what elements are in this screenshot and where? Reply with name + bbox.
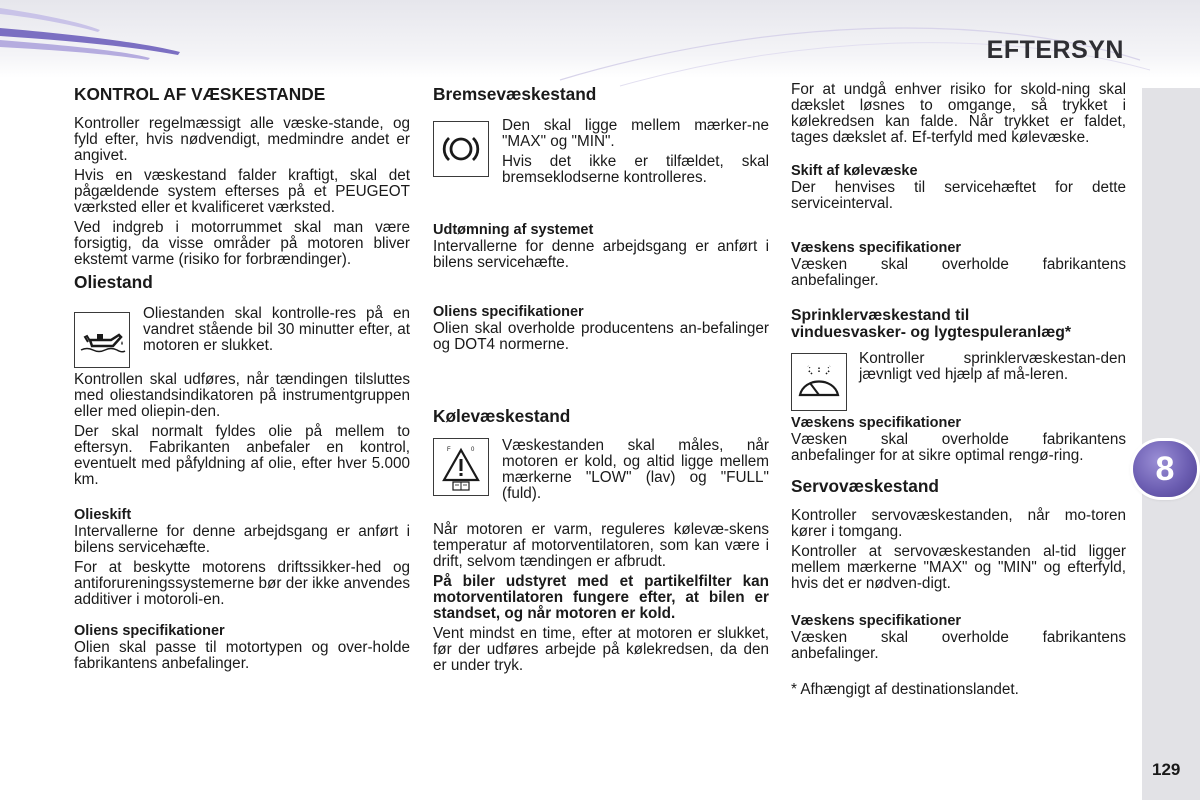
column-3: [791, 82, 1126, 702]
brake-paragraph: Hvis det ikke er tilfældet, skal bremseklodserne kontrolleres.: [502, 153, 769, 186]
coolant-change-heading: Skift af kølevæske: [791, 163, 918, 179]
intro-paragraph: Kontroller regelmæssigt alle væske-stande, og fyld efter, hvis nødvendigt, medmindre andet er angivet.: [74, 115, 410, 164]
coolant-spec-paragraph: Væsken skal overholde fabrikantens anbefalinger.: [791, 256, 1126, 289]
oil-can-icon: [74, 312, 130, 368]
drain-paragraph: Intervallerne for denne arbejdsgang er anført i bilens servicehæfte.: [433, 238, 769, 271]
oil-level-icon-row: [74, 306, 410, 368]
intro-paragraph: Ved indgreb i motorrummet skal man være forsigtig, da visse områder på motoren bliver ekstemt varme (risiko for forbrændinger).: [74, 219, 410, 268]
washer-spec-heading: Væskens specifikationer: [791, 415, 962, 431]
drain-heading: Udtømning af systemet: [433, 222, 594, 238]
servo-spec-heading: Væskens specifikationer: [791, 613, 962, 629]
svg-text:F: F: [447, 447, 451, 453]
brake-spec-heading: Oliens specifikationer: [433, 304, 584, 320]
coolant-warning-icon: [433, 438, 489, 496]
page-heading: KONTROL AF VÆSKESTANDE: [74, 84, 326, 104]
coolant-spec-heading: Væskens specifikationer: [791, 240, 962, 256]
oil-level-paragraph: Kontrollen skal udføres, når tændingen tilsluttes med oliestandsindikatoren på instrumentgruppen eller med oliepin-den.: [74, 371, 410, 420]
washer-icon-row: [791, 351, 1126, 411]
brake-spec-paragraph: Olien skal overholde producentens an-befalinger og DOT4 normerne.: [433, 320, 769, 353]
oil-level-icon-text: Oliestanden skal kontrolle-res på en vandret stående bil 30 minutter efter, at motoren er slukket.: [143, 305, 410, 354]
coolant-cap-paragraph: For at undgå enhver risiko for skold-ning skal dækslet løsnes to omgange, så trykket i kølekredsen kan falde. Når trykket er faldet, tages dækslet af. Ef-terfyld med kølevæske.: [791, 81, 1126, 146]
column-1: [74, 82, 410, 676]
oil-change-paragraph: Intervallerne for denne arbejdsgang er anført i bilens servicehæfte.: [74, 523, 410, 556]
brake-paragraph: Den skal ligge mellem mærker-ne "MAX" og "MIN".: [502, 117, 769, 150]
svg-text:0: 0: [471, 447, 475, 453]
column-2: [433, 82, 769, 678]
coolant-paragraph: Vent mindst en time, efter at motoren er slukket, før der udføres arbejde på kølekredsen, da den er under tryk.: [433, 625, 769, 674]
servo-paragraph: Kontroller at servovæskestanden al-tid ligger mellem mærkerne "MAX" og "MIN" og efterfyld, hvis det er nødven-digt.: [791, 543, 1126, 592]
footnote: * Afhængigt af destinationslandet.: [791, 681, 1019, 698]
oil-spec-paragraph: Olien skal passe til motortypen og over-holde fabrikantens anbefalinger.: [74, 639, 410, 672]
coolant-icon-row: [433, 438, 769, 506]
coolant-heading: Kølevæskestand: [433, 406, 571, 426]
oil-change-heading: Olieskift: [74, 507, 132, 523]
windscreen-washer-icon: [791, 353, 847, 411]
oil-change-paragraph: For at beskytte motorens driftssikker-hed og antiforureningssystemerne bør der ikke anvendes additiver i motoroli-en.: [74, 559, 410, 608]
page-number: 129: [1152, 760, 1181, 779]
oil-level-paragraph: Der skal normalt fyldes olie på mellem to eftersyn. Fabrikanten anbefaler en kontrol, eventuelt med påfyldning af olie, efter hver 5.000 km.: [74, 423, 410, 488]
coolant-bold-paragraph: På biler udstyret med et partikelfilter kan motorventilatoren fungere efter, at bilen er standset, og når motoren er kold.: [433, 573, 769, 622]
servo-paragraph: Kontroller servovæskestanden, når mo-toren kører i tomgang.: [791, 507, 1126, 540]
servo-heading: Servovæskestand: [791, 476, 939, 496]
coolant-icon-text: Væskestanden skal måles, når motoren er kold, og altid ligge mellem mærkerne "LOW" (lav) og "FULL" (fuld).: [502, 437, 769, 502]
brake-fluid-heading: Bremsevæskestand: [433, 84, 597, 104]
washer-heading-line1: Sprinklervæskestand til: [791, 307, 970, 324]
oil-spec-heading: Oliens specifikationer: [74, 623, 225, 639]
intro-paragraph: Hvis en væskestand falder kraftigt, skal det pågældende system efterses på et PEUGEOT værksted eller et kvalificeret værksted.: [74, 167, 410, 216]
chapter-tab[interactable]: 8: [1133, 441, 1197, 497]
washer-heading-line2: vinduesvasker- og lygtespuleranlæg*: [791, 324, 1072, 341]
washer-spec-paragraph: Væsken skal overholde fabrikantens anbefalinger for at sikre optimal rengø-ring.: [791, 431, 1126, 464]
brake-icon-row: [433, 118, 769, 190]
washer-icon-text: Kontroller sprinklervæskestan-den jævnligt ved hjælp af må-leren.: [859, 350, 1126, 383]
brake-warning-icon: [433, 121, 489, 177]
coolant-change-paragraph: Der henvises til servicehæftet for dette serviceinterval.: [791, 179, 1126, 212]
oil-level-heading: Oliestand: [74, 272, 153, 292]
coolant-paragraph: Når motoren er varm, reguleres kølevæ-skens temperatur af motorventilatoren, som kan være i drift, selvom tændingen er afbrudt.: [433, 521, 769, 570]
servo-spec-paragraph: Væsken skal overholde fabrikantens anbefalinger.: [791, 629, 1126, 662]
section-title: EFTERSYN: [986, 36, 1124, 64]
